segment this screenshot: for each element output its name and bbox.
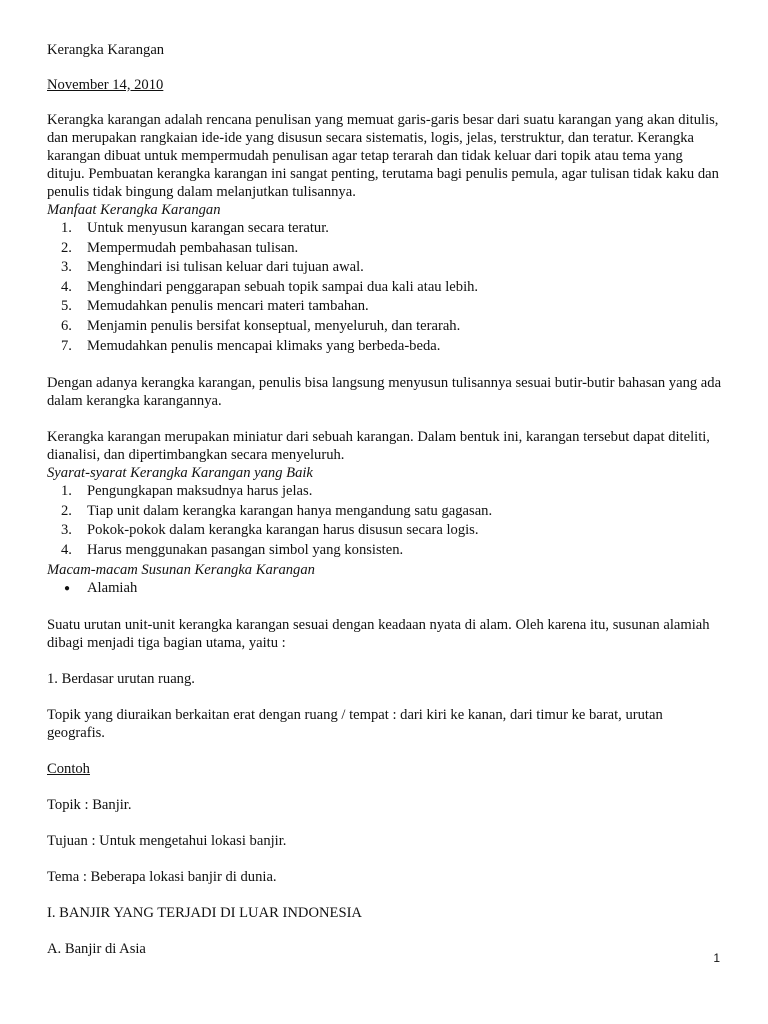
- list-number: 1.: [61, 483, 72, 500]
- section-heading-1: I. BANJIR YANG TERJADI DI LUAR INDONESIA: [47, 904, 362, 921]
- section-heading-a: A. Banjir di Asia: [47, 940, 146, 957]
- list-text: Memudahkan penulis mencari materi tambahan.: [87, 298, 369, 315]
- list-item: [47, 278, 723, 298]
- list-item: [47, 579, 723, 598]
- paragraph-4: Suatu urutan unit-unit kerangka karangan sesuai dengan keadaan nyata di alam. Oleh karena itu, susunan alamiah dibagi menjadi tiga bagian utama, yaitu :: [47, 616, 710, 651]
- page-number: 1: [713, 951, 720, 965]
- document-title: Kerangka Karangan: [47, 42, 165, 58]
- list-number: 7.: [61, 337, 72, 354]
- list-text: Untuk menyusun karangan secara teratur.: [87, 220, 329, 236]
- paragraph-6: Topik yang diuraikan berkaitan erat dengan ruang / tempat : dari kiri ke kanan, dari timur ke barat, urutan geografis.: [47, 706, 663, 741]
- contoh-heading: Contoh: [47, 760, 90, 777]
- syarat-list: [47, 482, 723, 560]
- list-item: [47, 521, 723, 541]
- macam-list: [47, 579, 723, 598]
- list-item: [47, 219, 723, 239]
- list-item: [47, 258, 723, 278]
- syarat-heading: Syarat-syarat Kerangka Karangan yang Baik: [47, 465, 313, 482]
- list-number: 6.: [61, 317, 72, 334]
- list-text: Alamiah: [87, 579, 138, 596]
- list-number: 5.: [61, 298, 72, 315]
- list-number: 1.: [61, 220, 72, 236]
- list-item: [47, 502, 723, 522]
- paragraph-3: Kerangka karangan merupakan miniatur dari sebuah karangan. Dalam bentuk ini, karangan tersebut dapat diteliti, dianalisi, dan dipertimbangkan secara menyeluruh.: [47, 429, 710, 464]
- paragraph-5: 1. Berdasar urutan ruang.: [47, 670, 195, 687]
- list-text: Menjamin penulis bersifat konseptual, menyeluruh, dan terarah.: [87, 317, 461, 334]
- list-number: 2.: [61, 502, 72, 519]
- manfaat-heading: Manfaat Kerangka Karangan: [47, 202, 221, 218]
- list-text: Harus menggunakan pasangan simbol yang konsisten.: [87, 541, 404, 558]
- intro-paragraph: Kerangka karangan adalah rencana penulisan yang memuat garis-garis besar dari suatu karangan yang akan ditulis, dan merupakan rangkaian ide-ide yang disusun secara sistematis, logis, jelas, terstruktur, dan teratur. Kerangka karangan dibuat untuk mempermudah penulisan agar tetap terarah dan tidak keluar dari topik atau tema yang dituju. Pembuatan kerangka karangan ini sangat penting, terutama bagi penulis pemula, agar tulisan tidak kaku dan penulis tidak bingung dalam melanjutkan tulisannya.: [47, 112, 719, 200]
- list-item: [47, 239, 723, 259]
- list-text: Tiap unit dalam kerangka karangan hanya mengandung satu gagasan.: [87, 502, 493, 519]
- tema-line: Tema : Beberapa lokasi banjir di dunia.: [47, 868, 277, 885]
- list-number: 4.: [61, 278, 72, 295]
- document-page: [47, 41, 723, 958]
- list-text: Memudahkan penulis mencapai klimaks yang berbeda-beda.: [87, 337, 441, 354]
- list-number: 4.: [61, 541, 72, 558]
- bullet-icon: ●: [64, 582, 71, 594]
- list-text: Pengungkapan maksudnya harus jelas.: [87, 483, 313, 500]
- paragraph-2: Dengan adanya kerangka karangan, penulis bisa langsung menyusun tulisannya sesuai butir-butir bahasan yang ada dalam kerangka karangannya.: [47, 375, 722, 410]
- list-text: Mempermudah pembahasan tulisan.: [87, 239, 299, 256]
- list-item: [47, 297, 723, 317]
- manfaat-list: [47, 219, 723, 356]
- list-number: 3.: [61, 259, 72, 276]
- tujuan-line: Tujuan : Untuk mengetahui lokasi banjir.: [47, 832, 287, 849]
- list-item: [47, 317, 723, 337]
- list-item: [47, 541, 723, 561]
- list-number: 3.: [61, 522, 72, 539]
- list-text: Pokok-pokok dalam kerangka karangan harus disusun secara logis.: [87, 522, 479, 539]
- topik-line: Topik : Banjir.: [47, 796, 132, 813]
- list-text: Menghindari isi tulisan keluar dari tujuan awal.: [87, 259, 364, 276]
- document-date: November 14, 2010: [47, 77, 164, 93]
- list-text: Menghindari penggarapan sebuah topik sampai dua kali atau lebih.: [87, 278, 479, 295]
- list-number: 2.: [61, 239, 72, 256]
- list-item: [47, 482, 723, 502]
- macam-heading: Macam-macam Susunan Kerangka Karangan: [47, 561, 315, 578]
- list-item: [47, 337, 723, 357]
